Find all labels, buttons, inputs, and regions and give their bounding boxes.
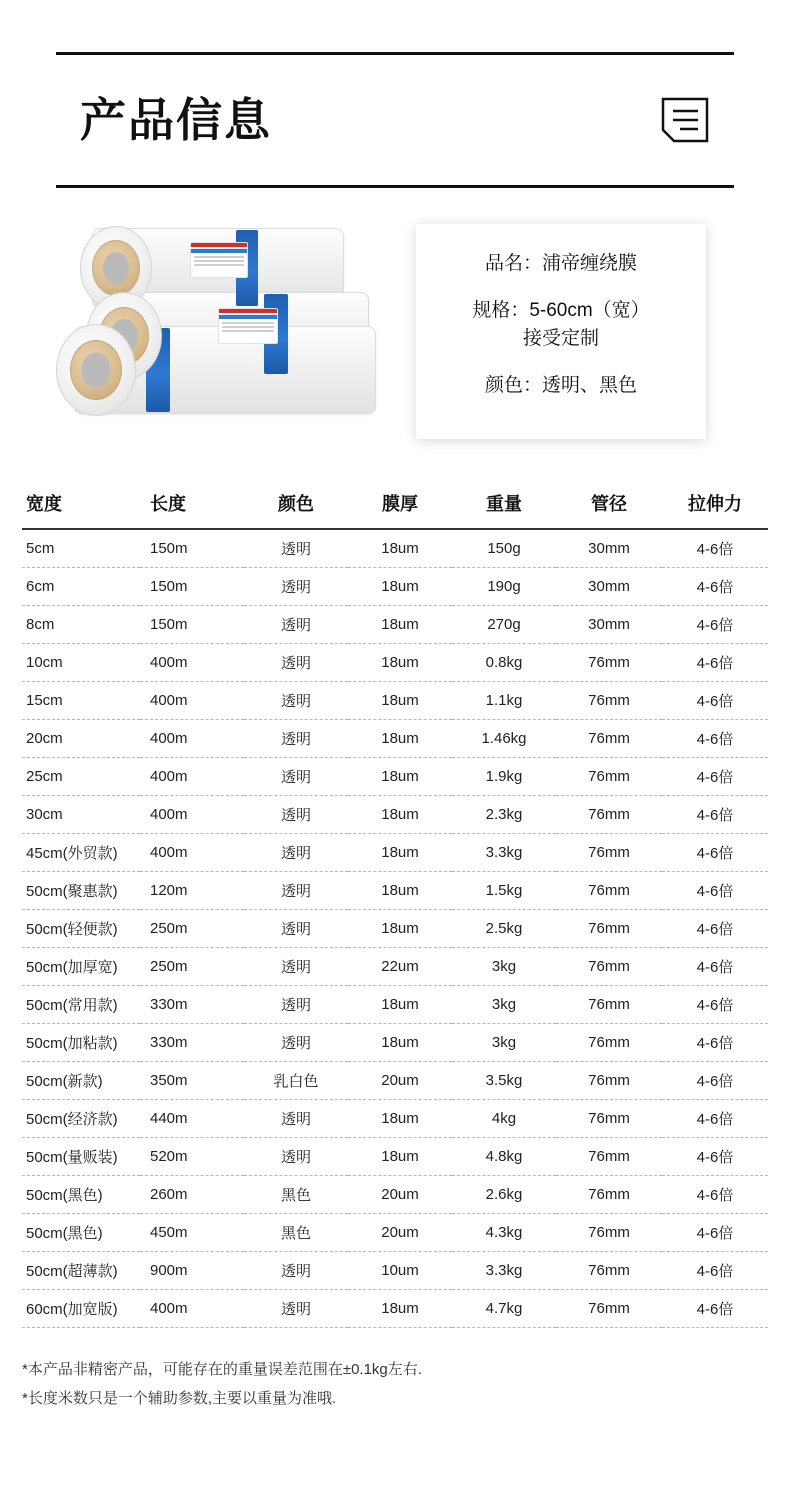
table-cell: 透明 [244,758,348,796]
table-header-cell: 膜厚 [348,480,452,529]
product-section [0,220,790,470]
table-cell: 18um [348,872,452,910]
table-cell: 18um [348,758,452,796]
table-cell: 6cm [22,568,140,606]
table-row [22,796,768,834]
table-cell: 4-6倍 [662,758,768,796]
table-cell: 50cm(黑色) [22,1176,140,1214]
table-cell: 20cm [22,720,140,758]
table-cell: 330m [140,986,244,1024]
table-cell: 1.5kg [452,872,556,910]
table-cell: 76mm [556,872,662,910]
table-cell: 400m [140,758,244,796]
document-icon [660,96,710,144]
table-cell: 76mm [556,758,662,796]
table-cell: 3kg [452,986,556,1024]
footnote-weight-tolerance: *本产品非精密产品，可能存在的重量误差范围在±0.1kg左右. [22,1361,422,1378]
table-cell: 1.1kg [452,682,556,720]
table-row [22,834,768,872]
table-cell: 4-6倍 [662,1062,768,1100]
table-cell: 4-6倍 [662,1290,768,1328]
table-cell: 4-6倍 [662,568,768,606]
table-cell: 250m [140,948,244,986]
table-cell: 4-6倍 [662,1176,768,1214]
table-cell: 4-6倍 [662,1252,768,1290]
table-row [22,986,768,1024]
table-cell: 8cm [22,606,140,644]
table-cell: 5cm [22,529,140,568]
table-cell: 透明 [244,910,348,948]
table-row [22,948,768,986]
table-cell: 150m [140,606,244,644]
table-cell: 4-6倍 [662,948,768,986]
table-cell: 30cm [22,796,140,834]
table-cell: 400m [140,682,244,720]
footnote-length-parameter: *长度米数只是一个辅助参数,主要以重量为准哦. [22,1389,337,1407]
table-cell: 18um [348,529,452,568]
table-cell: 76mm [556,948,662,986]
table-cell: 50cm(聚惠款) [22,872,140,910]
table-row [22,568,768,606]
product-name-row: 品名：浦帝缠绕膜 [484,253,637,274]
table-row [22,1252,768,1290]
film-roll-end [56,324,136,416]
table-row [22,1176,768,1214]
table-cell: 18um [348,720,452,758]
table-cell: 3.5kg [452,1062,556,1100]
table-cell: 18um [348,1138,452,1176]
table-cell: 4-6倍 [662,1100,768,1138]
table-cell: 透明 [244,720,348,758]
table-cell: 260m [140,1176,244,1214]
table-cell: 透明 [244,1252,348,1290]
table-row [22,872,768,910]
table-cell: 18um [348,910,452,948]
table-cell: 400m [140,796,244,834]
table-cell: 3kg [452,948,556,986]
table-cell: 76mm [556,1062,662,1100]
table-row [22,1024,768,1062]
table-row [22,758,768,796]
table-cell: 透明 [244,834,348,872]
table-cell: 270g [452,606,556,644]
table-cell: 50cm(黑色) [22,1214,140,1252]
table-cell: 4-6倍 [662,529,768,568]
table-cell: 透明 [244,682,348,720]
table-cell: 乳白色 [244,1062,348,1100]
table-cell: 透明 [244,1024,348,1062]
table-cell: 50cm(新款) [22,1062,140,1100]
table-cell: 4-6倍 [662,644,768,682]
table-cell: 4-6倍 [662,1024,768,1062]
table-cell: 76mm [556,834,662,872]
table-cell: 1.9kg [452,758,556,796]
product-spec-main: 规格：5-60cm（宽） [472,299,650,321]
table-cell: 50cm(轻便款) [22,910,140,948]
product-spec-sub: 接受定制 [522,328,599,349]
table-cell: 3.3kg [452,1252,556,1290]
table-cell: 20um [348,1214,452,1252]
table-cell: 10cm [22,644,140,682]
table-cell: 15cm [22,682,140,720]
table-cell: 330m [140,1024,244,1062]
table-cell: 30mm [556,529,662,568]
table-cell: 4-6倍 [662,910,768,948]
table-cell: 50cm(超薄款) [22,1252,140,1290]
table-header-cell: 管径 [556,480,662,529]
table-cell: 76mm [556,644,662,682]
table-cell: 76mm [556,1176,662,1214]
table-row [22,910,768,948]
table-cell: 120m [140,872,244,910]
table-cell: 18um [348,644,452,682]
table-header-cell: 颜色 [244,480,348,529]
table-cell: 透明 [244,872,348,910]
table-cell: 45cm(外贸款) [22,834,140,872]
table-cell: 18um [348,1100,452,1138]
table-cell: 3.3kg [452,834,556,872]
table-cell: 22um [348,948,452,986]
table-cell: 400m [140,1290,244,1328]
table-cell: 50cm(经济款) [22,1100,140,1138]
table-cell: 450m [140,1214,244,1252]
table-cell: 黑色 [244,1176,348,1214]
table-cell: 18um [348,796,452,834]
table-cell: 190g [452,568,556,606]
table-cell: 60cm(加宽版) [22,1290,140,1328]
table-cell: 150m [140,568,244,606]
table-cell: 4.3kg [452,1214,556,1252]
table-cell: 10um [348,1252,452,1290]
table-cell: 20um [348,1176,452,1214]
table-cell: 4-6倍 [662,682,768,720]
table-cell: 18um [348,1024,452,1062]
table-cell: 2.5kg [452,910,556,948]
table-row [22,682,768,720]
table-header-cell: 拉伸力 [662,480,768,529]
table-cell: 18um [348,1290,452,1328]
table-cell: 18um [348,834,452,872]
table-cell: 4-6倍 [662,834,768,872]
table-cell: 400m [140,720,244,758]
table-row [22,1062,768,1100]
table-row [22,644,768,682]
table-cell: 30mm [556,568,662,606]
table-cell: 76mm [556,1100,662,1138]
table-cell: 4-6倍 [662,720,768,758]
table-cell: 18um [348,986,452,1024]
table-cell: 520m [140,1138,244,1176]
table-cell: 0.8kg [452,644,556,682]
table-cell: 黑色 [244,1214,348,1252]
table-cell: 900m [140,1252,244,1290]
table-cell: 4.8kg [452,1138,556,1176]
table-row [22,720,768,758]
table-cell: 4-6倍 [662,1214,768,1252]
table-cell: 50cm(加粘款) [22,1024,140,1062]
table-cell: 50cm(常用款) [22,986,140,1024]
table-cell: 76mm [556,1290,662,1328]
table-cell: 4-6倍 [662,1138,768,1176]
table-cell: 30mm [556,606,662,644]
table-cell: 透明 [244,948,348,986]
table-row [22,1214,768,1252]
table-cell: 50cm(量贩装) [22,1138,140,1176]
table-cell: 400m [140,834,244,872]
table-cell: 50cm(加厚宽) [22,948,140,986]
table-row [22,1100,768,1138]
table-row [22,606,768,644]
table-cell: 4-6倍 [662,986,768,1024]
table-body [22,529,768,1328]
table-header-cell: 长度 [140,480,244,529]
table-cell: 250m [140,910,244,948]
table-cell: 76mm [556,720,662,758]
table-cell: 150g [452,529,556,568]
product-info-card [416,224,706,439]
table-row [22,1290,768,1328]
table-cell: 76mm [556,796,662,834]
table-cell: 透明 [244,644,348,682]
table-cell: 透明 [244,796,348,834]
table-cell: 440m [140,1100,244,1138]
table-cell: 76mm [556,910,662,948]
table-cell: 4kg [452,1100,556,1138]
footnotes [22,1356,768,1413]
table-cell: 2.6kg [452,1176,556,1214]
table-cell: 76mm [556,1252,662,1290]
table-cell: 1.46kg [452,720,556,758]
table-cell: 透明 [244,568,348,606]
product-spec-row [436,297,686,354]
page-header [56,52,734,188]
table-cell: 透明 [244,1290,348,1328]
table-header-cell: 宽度 [22,480,140,529]
table-cell: 透明 [244,986,348,1024]
table-cell: 350m [140,1062,244,1100]
table-cell: 76mm [556,1214,662,1252]
table-cell: 4-6倍 [662,872,768,910]
table-cell: 透明 [244,1100,348,1138]
table-cell: 2.3kg [452,796,556,834]
roll-label-tag [218,308,278,344]
page-title: 产品信息 [80,94,272,146]
table-cell: 18um [348,682,452,720]
table-cell: 透明 [244,606,348,644]
table-row [22,1138,768,1176]
table-cell: 透明 [244,529,348,568]
table-cell: 透明 [244,1138,348,1176]
roll-label-tag [190,242,248,278]
table-row [22,529,768,568]
table-cell: 4-6倍 [662,796,768,834]
table-cell: 18um [348,568,452,606]
spec-table [22,480,768,1328]
table-cell: 4.7kg [452,1290,556,1328]
table-cell: 76mm [556,1024,662,1062]
product-color-row: 颜色：透明、黑色 [484,374,637,396]
table-header-cell: 重量 [452,480,556,529]
table-cell: 150m [140,529,244,568]
product-image-stretch-film-rolls [40,220,420,450]
table-cell: 25cm [22,758,140,796]
table-cell: 20um [348,1062,452,1100]
table-cell: 400m [140,644,244,682]
table-cell: 76mm [556,1138,662,1176]
table-cell: 76mm [556,682,662,720]
table-cell: 18um [348,606,452,644]
table-cell: 4-6倍 [662,606,768,644]
table-header-row [22,480,768,529]
table-cell: 3kg [452,1024,556,1062]
table-cell: 76mm [556,986,662,1024]
